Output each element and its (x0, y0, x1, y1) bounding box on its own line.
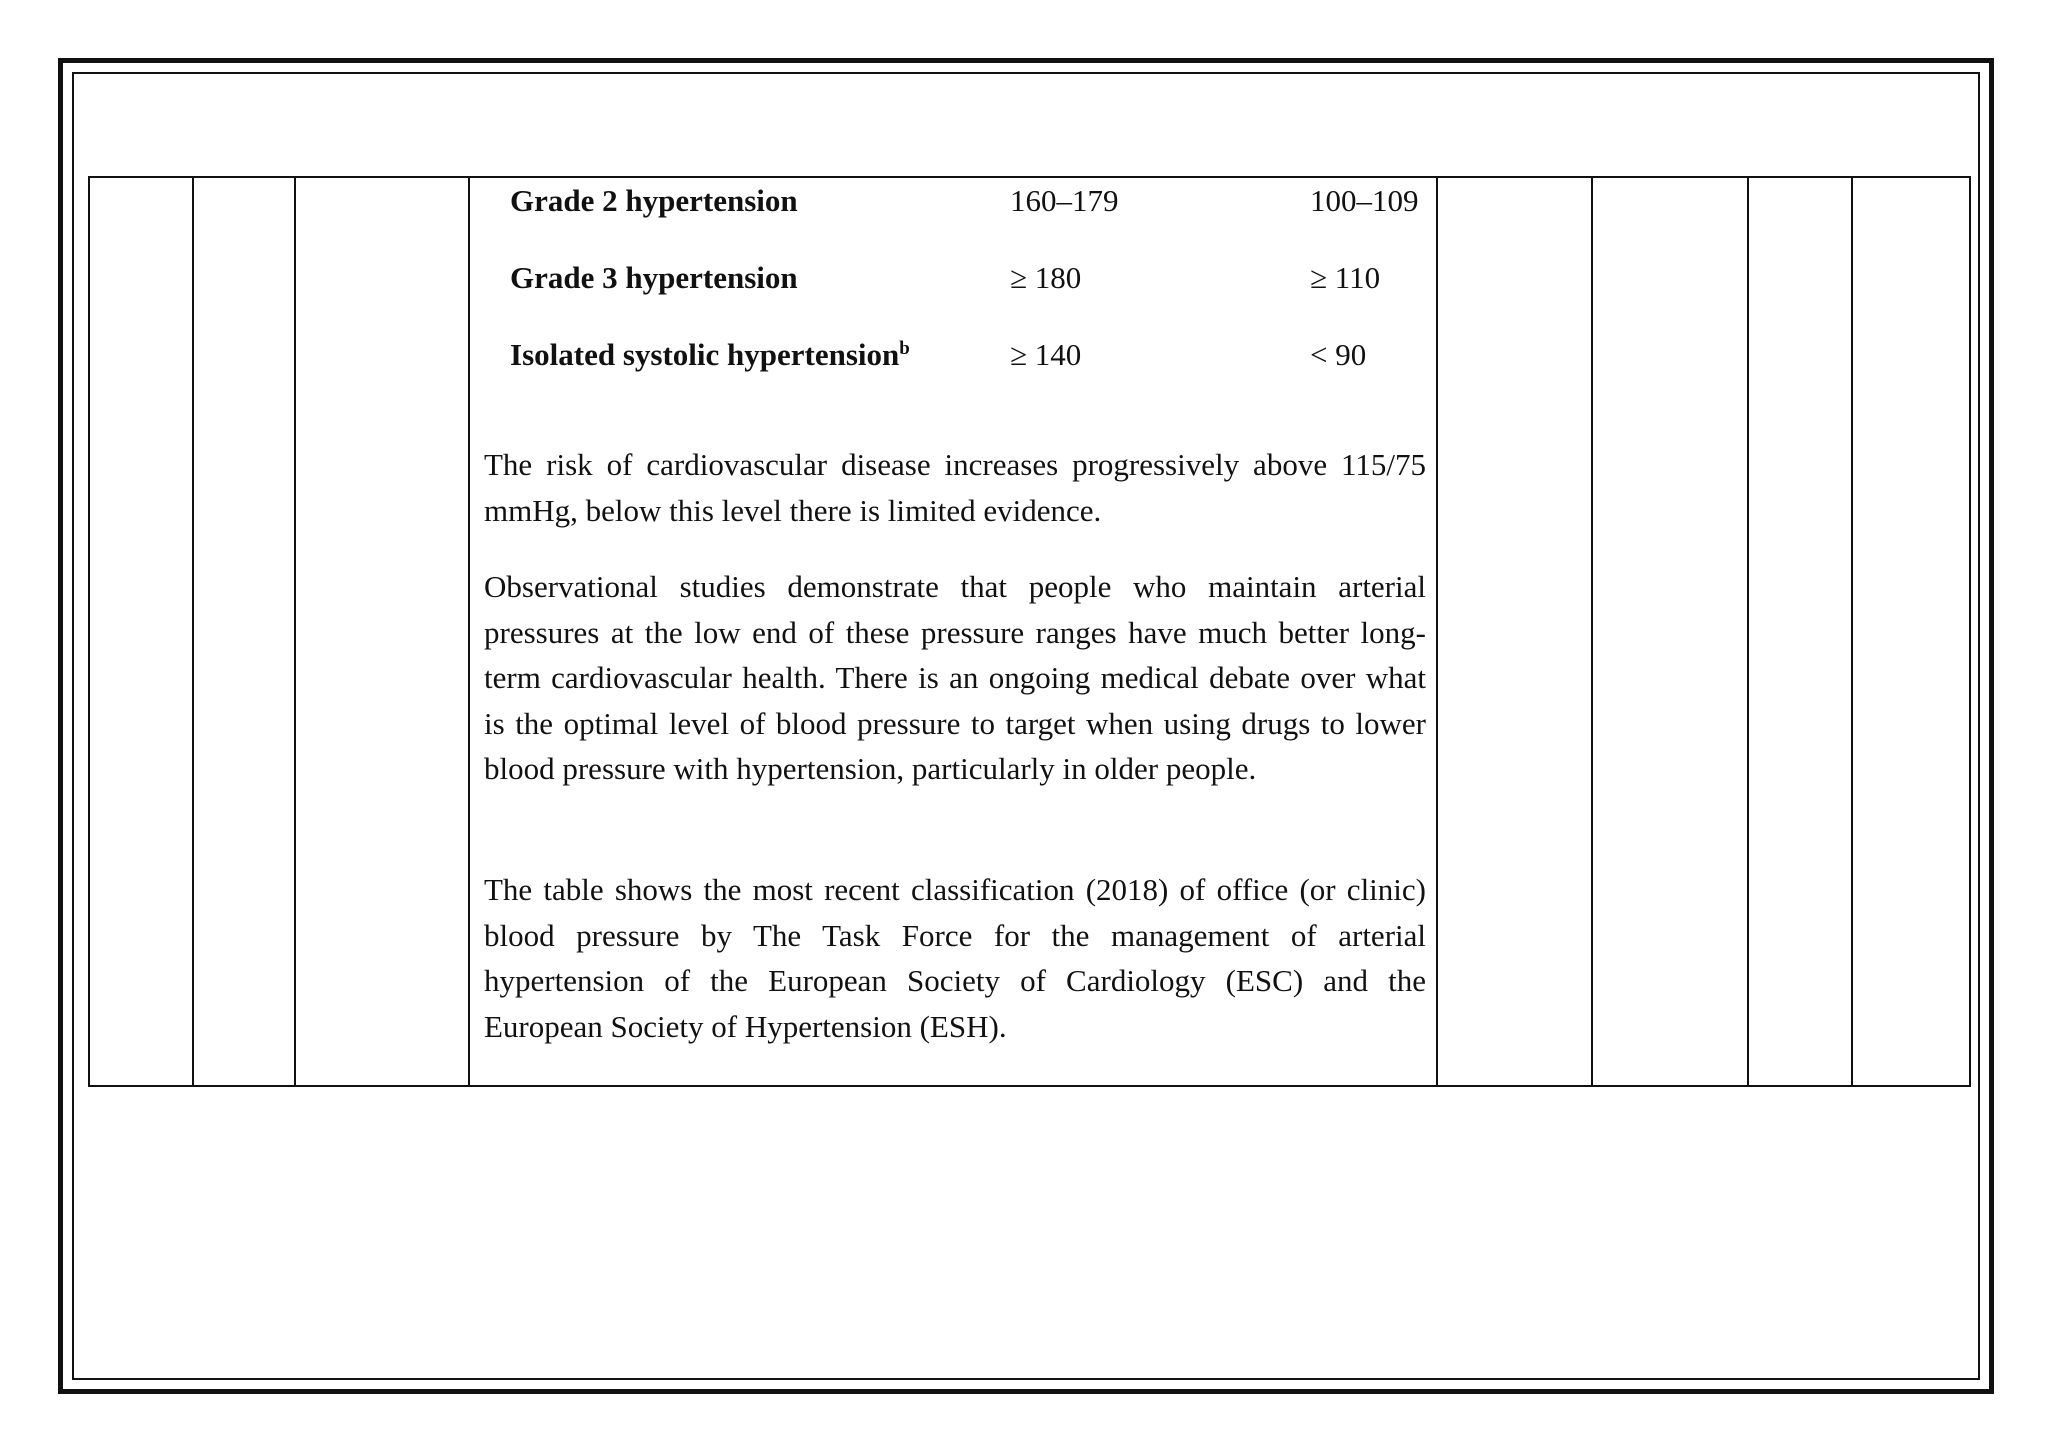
diastolic-value: ≥ 110 (1310, 260, 1381, 295)
classification-label: Grade 3 hypertension (510, 260, 798, 295)
table-column-divider (294, 176, 296, 1087)
table-column-divider (1747, 176, 1749, 1087)
classification-label: Isolated systolic hypertension$^b$ (510, 337, 910, 372)
table-column-divider (1851, 176, 1853, 1087)
systolic-value: ≥ 140 (1010, 337, 1082, 372)
paragraph-risk: The risk of cardiovascular disease increases progressively above 115/75 mmHg, below this level there is limited evidence. (484, 447, 1426, 528)
classification-label: Grade 2 hypertension (510, 183, 798, 218)
diastolic-value: 100–109 (1310, 183, 1419, 218)
systolic-value: ≥ 180 (1010, 260, 1082, 295)
footnote-marker: b (899, 338, 910, 359)
systolic-value: 160–179 (1010, 183, 1119, 218)
table-column-divider (192, 176, 194, 1087)
content-cell (470, 176, 1438, 1087)
diastolic-value: < 90 (1310, 337, 1367, 372)
paragraph-observational: Observational studies demonstrate that people who maintain arterial pressures at the low end of these pressure ranges have much better long-term cardiovascular health. There is an ongoing medical debate over what is the optimal level of blood pressure to target when using drugs to lower blood pressure with hypertension, particularly in older people. (484, 569, 1426, 786)
table-column-divider (1591, 176, 1593, 1087)
paragraph-classification-source: The table shows the most recent classification (2018) of office (or clinic) blood pressure by The Task Force for the management of arterial hypertension of the European Society of Cardiology (ESC) and the European Society of Hypertension (ESH). (484, 872, 1426, 1044)
